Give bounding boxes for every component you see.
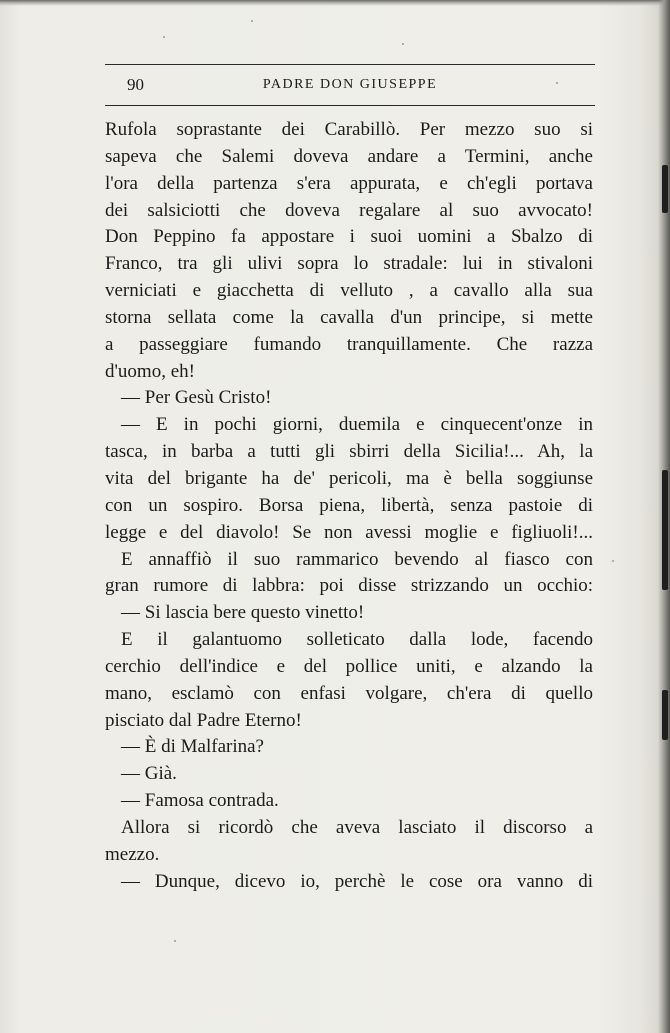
text-line: verniciati e giacchetta di velluto , a cavallo alla sua <box>105 280 593 302</box>
text-line: mano, esclamò con enfasi volgare, ch'era di quello <box>105 682 593 704</box>
binding-mark <box>662 690 668 740</box>
dialogue-line: — E in pochi giorni, duemila e cinquecent'onze in <box>121 414 593 436</box>
text-line: sapeva che Salemi doveva andare a Termini, anche <box>105 145 593 167</box>
running-head: PADRE DON GIUSEPPE <box>262 77 438 92</box>
text-line: E annaffiò il suo rammarico bevendo al fiasco con <box>121 548 593 570</box>
paper-speck <box>163 36 165 38</box>
dialogue-line: — Dunque, dicevo io, perchè le cose ora vanno di <box>121 870 593 892</box>
page-number: 90 <box>127 75 144 94</box>
text-line: storna sellata come la cavalla d'un principe, si mette <box>105 306 593 328</box>
paper-speck <box>174 940 176 942</box>
text-line: Allora si ricordò che aveva lasciato il discorso a <box>121 816 593 838</box>
binding-mark <box>662 470 668 590</box>
text-line: Franco, tra gli ulivi sopra lo stradale: lui in stivaloni <box>105 253 593 275</box>
text-line: dei salsiciotti che doveva regalare al suo avvocato! <box>105 199 593 221</box>
text-line: Rufola soprastante dei Carabillò. Per mezzo suo si <box>105 119 593 140</box>
text-line: gran rumore di labbra: poi disse strizzando un occhio: <box>105 575 593 597</box>
text-line: pisciato dal Padre Eterno! <box>105 709 302 731</box>
text-line: E il galantuomo solleticato dalla lode, facendo <box>121 629 593 651</box>
binding-mark <box>662 165 668 213</box>
page-header <box>105 64 595 106</box>
paper-speck <box>612 560 614 562</box>
text-line: vita del brigante ha de' pericoli, ma è bella soggiunse <box>105 467 593 489</box>
text-line: l'ora della partenza s'era appurata, e ch'egli portava <box>105 172 593 194</box>
text-line: con un sospiro. Borsa piena, libertà, senza pastoie di <box>105 494 593 516</box>
dialogue-line: — Si lascia bere questo vinetto! <box>121 602 365 624</box>
dialogue-line: — Già. <box>121 763 177 785</box>
text-line: d'uomo, eh! <box>105 360 195 382</box>
paper-speck <box>251 20 253 22</box>
text-line: legge e del diavolo! Se non avessi moglie e figliuoli!... <box>105 521 593 543</box>
page-top-edge <box>0 0 670 6</box>
text-line: Don Peppino fa appostare i suoi uomini a Sbalzo di <box>105 226 593 248</box>
dialogue-line: — Per Gesù Cristo! <box>121 387 272 409</box>
body-text <box>105 117 593 895</box>
text-line: mezzo. <box>105 843 160 865</box>
paper-speck <box>402 43 404 45</box>
text-line: cerchio dell'indice e del pollice uniti, e alzando la <box>105 655 593 677</box>
text-line: tasca, in barba a tutti gli sbirri della Sicilia!... Ah, la <box>105 441 593 463</box>
dialogue-line: — È di Malfarina? <box>121 736 264 758</box>
dialogue-line: — Famosa contrada. <box>121 790 279 812</box>
text-line: a passeggiare fumando tranquillamente. Che razza <box>105 333 593 355</box>
